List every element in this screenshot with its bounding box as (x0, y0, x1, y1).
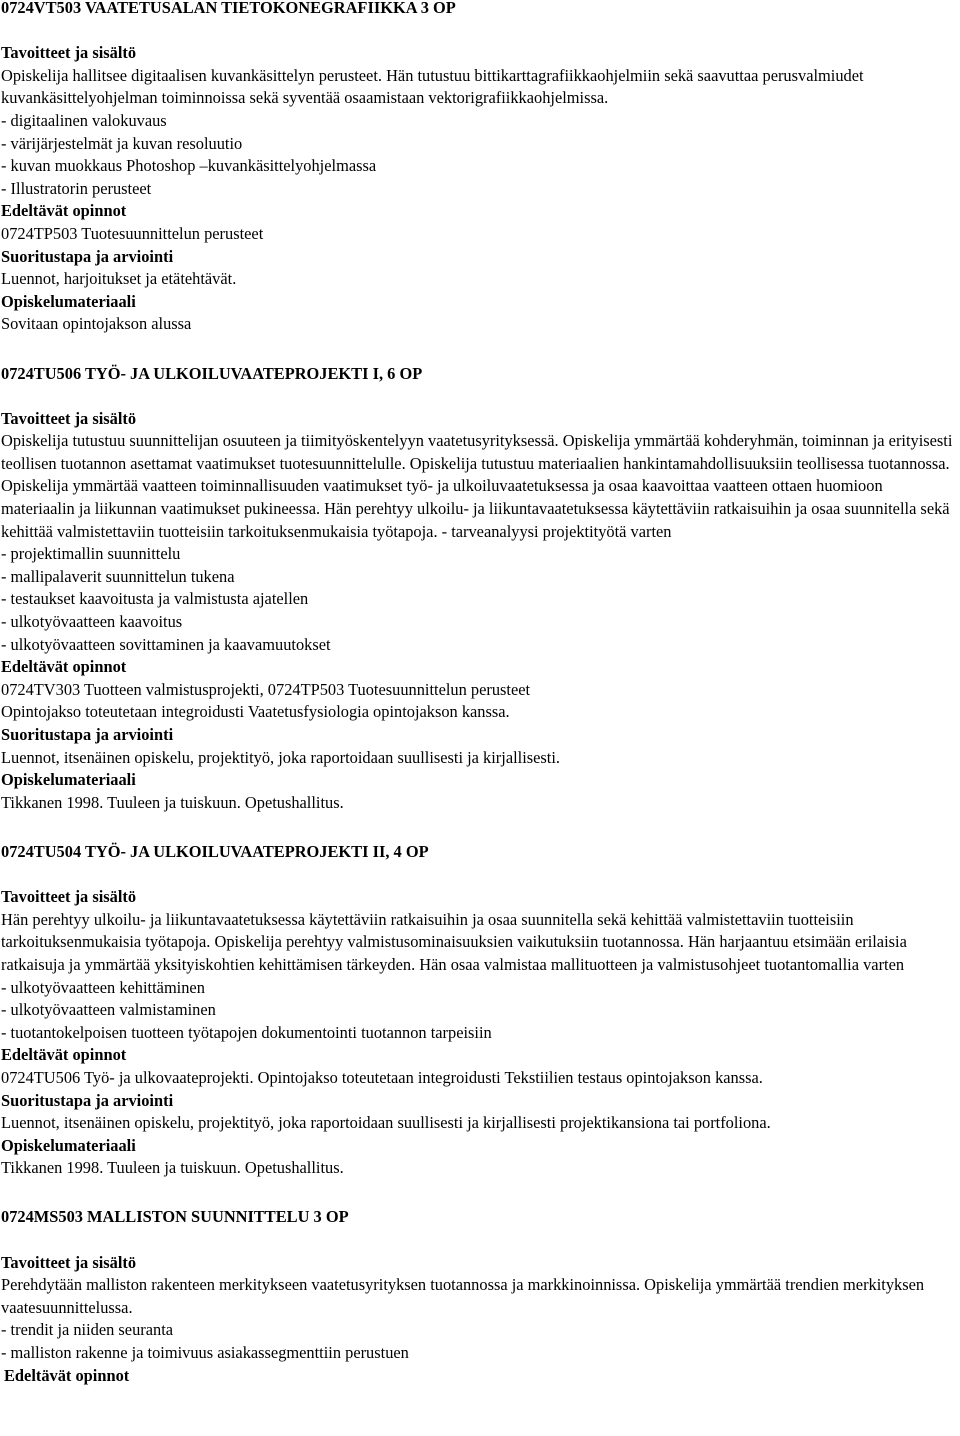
bullet-item: - ulkotyövaatteen valmistaminen (1, 1000, 216, 1020)
course-title: 0724TU506 TYÖ- JA ULKOILUVAATEPROJEKTI I, 6 OP (1, 363, 423, 383)
bullet-item: - digitaalinen valokuvaus (1, 110, 167, 130)
prereq-label: Edeltävät opinnot (1, 657, 127, 677)
course-title: 0724MS503 MALLISTON SUUNNITTELU 3 OP (1, 1207, 349, 1227)
goals-label: Tavoitteet ja sisältö (1, 408, 137, 428)
bullet-item: - testaukset kaavoitusta ja valmistusta ajatellen (1, 589, 309, 609)
method-label: Suoritustapa ja arviointi (1, 725, 174, 744)
course-vt503 (1, 0, 957, 359)
goals-text: Perehdytään malliston rakenteen merkitykseen vaatetusyrityksen tuotannossa ja markkinoinnissa. Opiskelija ymmärtää trendien merkityksen vaatesuunnittelussa. (1, 1275, 925, 1317)
prereq-label: Edeltävät opinnot (4, 1365, 130, 1385)
course-tu504 (1, 841, 957, 1203)
prereq-text: 0724TV303 Tuotteen valmistusprojekti, 0724TP503 Tuotesuunnittelun perusteet (1, 679, 531, 699)
method-text: Luennot, harjoitukset ja etätehtävät. (1, 269, 237, 289)
prereq-label: Edeltävät opinnot (1, 1045, 127, 1065)
prereq-label: Edeltävät opinnot (1, 201, 127, 221)
bullet-item: - kuvan muokkaus Photoshop –kuvankäsittelyohjelmassa (1, 156, 377, 176)
bullet-item: - mallipalaverit suunnittelun tukena (1, 566, 235, 586)
bullet-item: - tuotantokelpoisen tuotteen työtapojen dokumentointi tuotannon tarpeisiin (1, 1022, 492, 1042)
bullet-item: - ulkotyövaatteen kehittäminen (1, 977, 205, 997)
course-title: 0724VT503 VAATETUSALAN TIETOKONEGRAFIIKKA 3 OP (1, 0, 456, 17)
method-text: Luennot, itsenäinen opiskelu, projektityö, joka raportoidaan suullisesti ja kirjallisesti projektikansiona tai portfoliona. (1, 1113, 771, 1133)
course-ms503 (1, 1206, 957, 1387)
bullet-item: - Illustratorin perusteet (1, 178, 152, 198)
method-text: Luennot, itsenäinen opiskelu, projektityö, joka raportoidaan suullisesti ja kirjallisesti. (1, 747, 560, 767)
goals-text: Hän perehtyy ulkoilu- ja liikuntavaatetuksessa käytettäviin ratkaisuihin ja osaa suunnitella sekä kehittää valmistettaviin tuotteisiin tarkoituksenmukaisia työtapoja. Opiskelija perehtyy valmistusominaisuuksien vaikutuksiin tuotannossa. Hän harjaantuu etsimään erilaisia ratkaisuja ja ymmärtää yksityiskohtien kehittämisen tärkeyden. Hän osaa valmistaa mallituotteen ja valmistusohjeet tuotantomallia varten (1, 909, 907, 974)
prereq-text: 0724TU506 Työ- ja ulkovaateprojekti. Opintojakso toteutetaan integroidusti Tekstiilien testaus opintojakson kanssa. (1, 1067, 763, 1087)
goals-label: Tavoitteet ja sisältö (1, 43, 137, 63)
material-text: Tikkanen 1998. Tuuleen ja tuiskuun. Opetushallitus. (1, 792, 344, 812)
goals-text: Opiskelija hallitsee digitaalisen kuvankäsittelyn perusteet. Hän tutustuu bittikarttagrafiikkaohjelmiin sekä saavuttaa perusvalmiudet kuvankäsittelyohjelman toiminnoissa sekä syventää osaamistaan vektorigrafiikkaohjelmissa. (1, 65, 864, 108)
goals-label: Tavoitteet ja sisältö (1, 887, 137, 907)
document-page (1, 0, 957, 1387)
bullet-item: - ulkotyövaatteen sovittaminen ja kaavamuutokset (1, 634, 331, 654)
method-label: Suoritustapa ja arviointi (1, 1090, 174, 1110)
bullet-item: - ulkotyövaatteen kaavoitus (1, 612, 183, 632)
prereq-note: Opintojakso toteutetaan integroidusti Vaatetusfysiologia opintojakson kanssa. (1, 702, 510, 722)
goals-text: Opiskelija tutustuu suunnittelijan osuuteen ja tiimityöskentelyyn vaatetusyrityksessä. Opiskelija ymmärtää kohderyhmän, toiminnan ja erityisesti teollisen tuotannon asettamat vaatimukset tuotesuunnittelulle. Opiskelija tutustuu materiaalien hankintamahdollisuuksiin teollisessa tuotannossa. Opiskelija ymmärtää vaatteen toiminnallisuuden vaatimukset työ- ja ulkoiluvaatetuksessa ja osaa kaavoittaa vaatteen ottaen huomioon materiaalin ja liikunnan vaatimukset pukineessa. Hän perehtyy ulkoilu- ja liikuntavaatetuksessa käytettäviin ratkaisuihin ja osaa suunnitella sekä kehittää valmistettaviin tuotteisiin tarkoituksenmukaisia työtapoja. - tarveanalyysi projektityötä varten (1, 431, 953, 541)
bullet-item: - värijärjestelmät ja kuvan resoluutio (1, 133, 243, 153)
prereq-text: 0724TP503 Tuotesuunnittelun perusteet (1, 223, 264, 243)
goals-label: Tavoitteet ja sisältö (1, 1252, 137, 1272)
material-label: Opiskelumateriaali (1, 1135, 136, 1155)
bullet-item: - projektimallin suunnittelu (1, 544, 181, 564)
method-label: Suoritustapa ja arviointi (1, 246, 174, 266)
material-label: Opiskelumateriaali (1, 291, 136, 311)
material-text: Sovitaan opintojakson alussa (1, 314, 192, 334)
course-title: 0724TU504 TYÖ- JA ULKOILUVAATEPROJEKTI II, 4 OP (1, 841, 429, 861)
course-tu506 (1, 363, 957, 837)
material-label: Opiskelumateriaali (1, 770, 136, 790)
bullet-item: - malliston rakenne ja toimivuus asiakassegmenttiin perustuen (1, 1343, 409, 1363)
material-text: Tikkanen 1998. Tuuleen ja tuiskuun. Opetushallitus. (1, 1158, 344, 1178)
bullet-item: - trendit ja niiden seuranta (1, 1320, 174, 1340)
